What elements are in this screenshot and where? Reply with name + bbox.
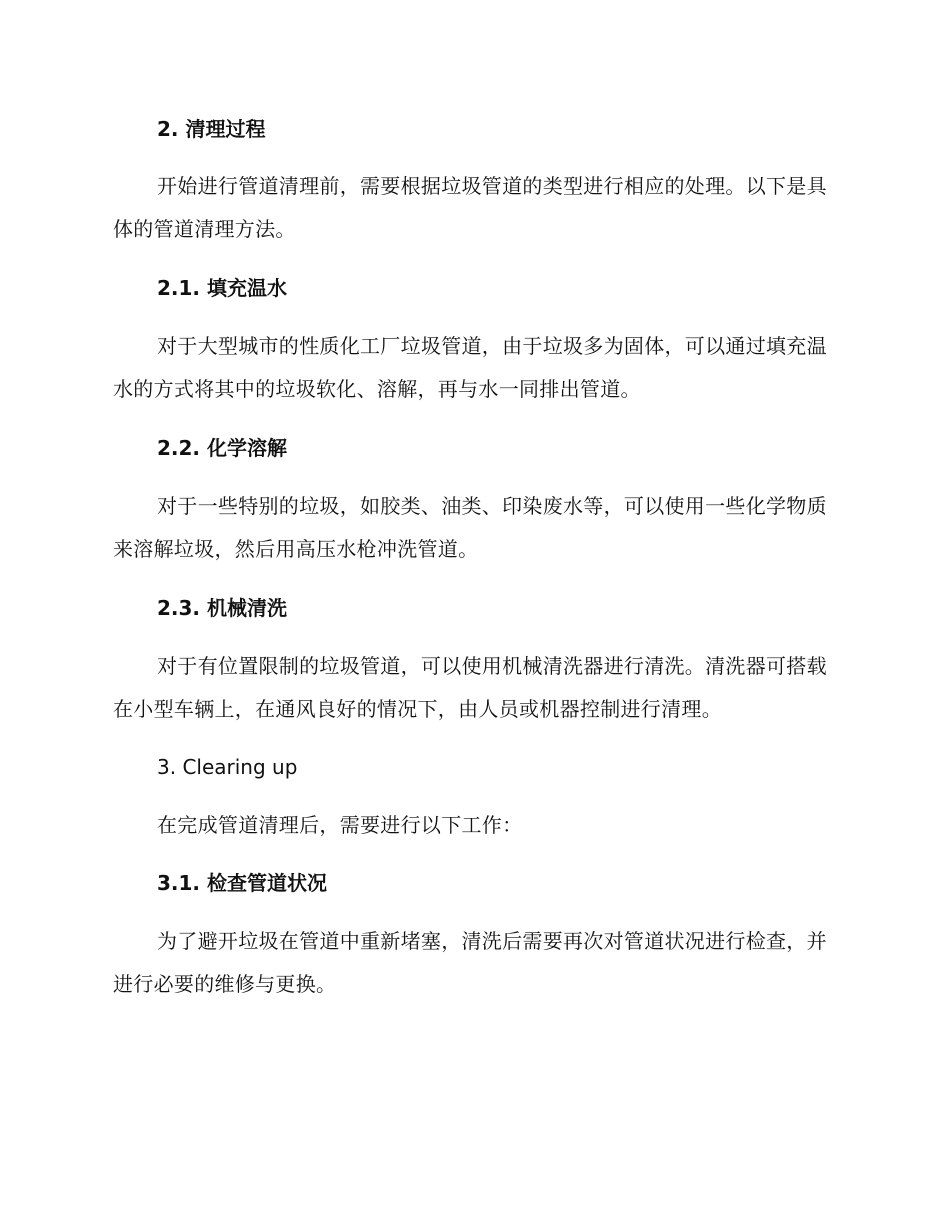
section-3-intro: 在完成管道清理后，需要进行以下工作： xyxy=(157,813,523,837)
section-2-2-body: 对于一些特别的垃圾，如胶类、油类、印染废水等，可以使用一些化学物质来溶解垃圾，然后用高压水枪冲洗管道。 xyxy=(113,494,827,561)
section-2-3-heading: 2.3. 机械清洗 xyxy=(157,596,287,620)
section-2-intro: 开始进行管道清理前，需要根据垃圾管道的类型进行相应的处理。以下是具体的管道清理方法。 xyxy=(113,174,827,241)
section-2-heading: 2. 清理过程 xyxy=(157,117,266,141)
section-2-2-heading: 2.2. 化学溶解 xyxy=(157,436,287,460)
section-3-1-heading: 3.1. 检查管道状况 xyxy=(157,871,327,895)
section-3-heading: 3. Clearing up xyxy=(157,755,298,779)
section-2-1-heading: 2.1. 填充温水 xyxy=(157,276,287,300)
section-2-3-body: 对于有位置限制的垃圾管道，可以使用机械清洗器进行清洗。清洗器可搭载在小型车辆上，在通风良好的情况下，由人员或机器控制进行清理。 xyxy=(113,654,827,721)
section-3-1-body: 为了避开垃圾在管道中重新堵塞，清洗后需要再次对管道状况进行检查，并进行必要的维修与更换。 xyxy=(113,929,827,996)
section-2-1-body: 对于大型城市的性质化工厂垃圾管道，由于垃圾多为固体，可以通过填充温水的方式将其中的垃圾软化、溶解，再与水一同排出管道。 xyxy=(113,334,827,401)
